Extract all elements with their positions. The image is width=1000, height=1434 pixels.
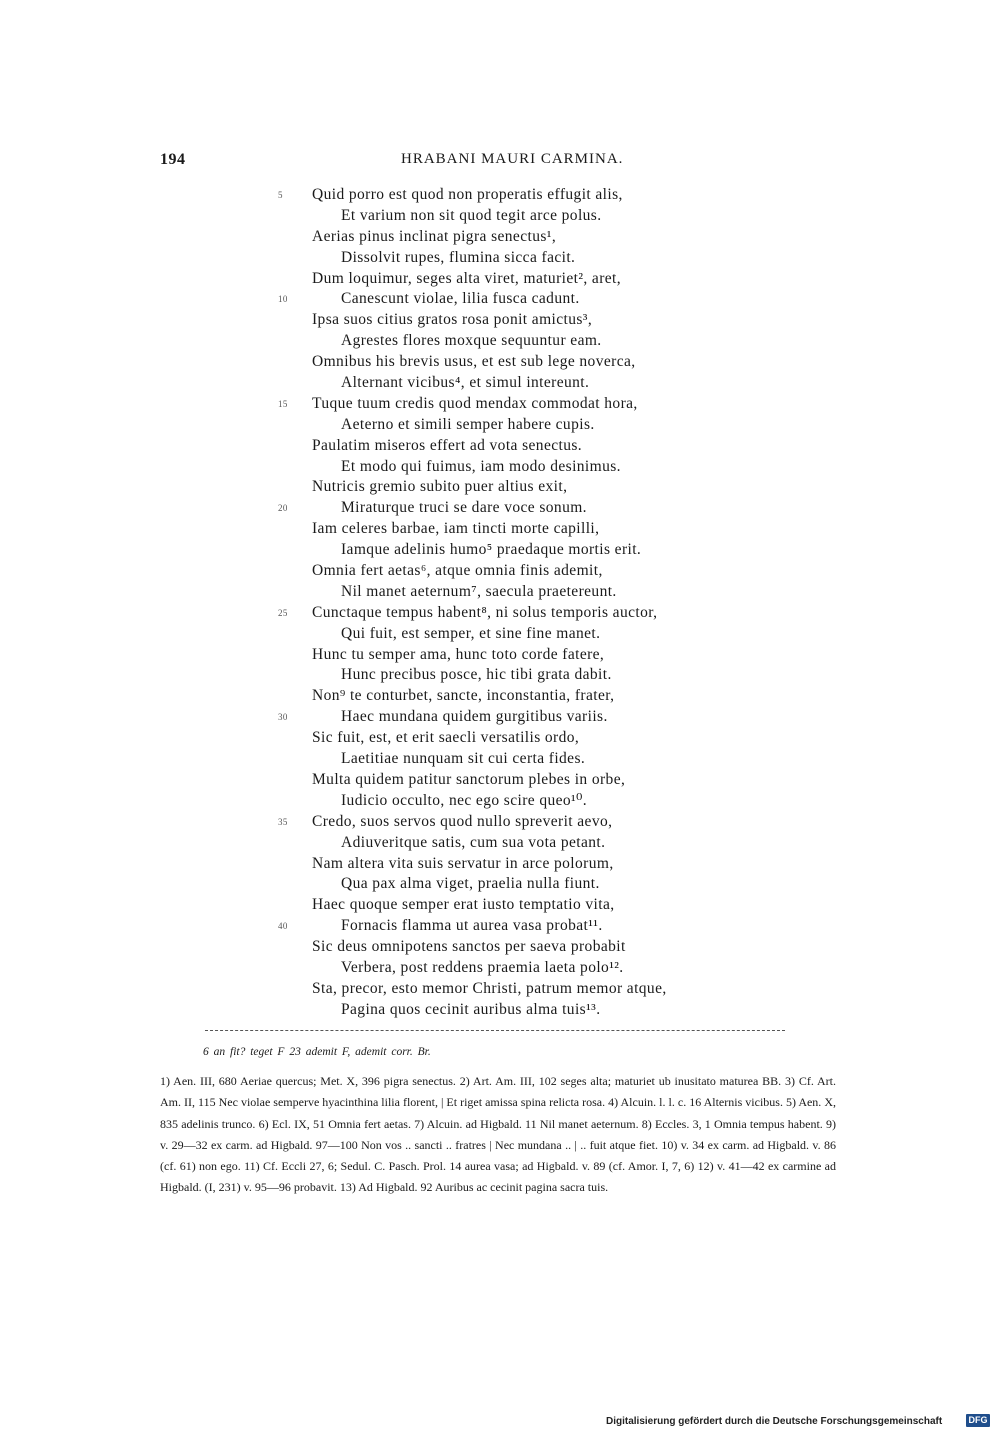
verse-line	[0, 937, 1000, 958]
verse-line	[0, 540, 1000, 561]
verse-text: Adiuveritque satis, cum sua vota petant.	[341, 833, 606, 851]
verse-line	[0, 686, 1000, 707]
verse-text: Pagina quos cecinit auribus alma tuis¹³.	[341, 1000, 601, 1018]
verse-line	[0, 645, 1000, 666]
verse-text: Nam altera vita suis servatur in arce polorum,	[312, 854, 614, 872]
verse-text: Miraturque truci se dare voce sonum.	[341, 499, 587, 517]
verse-text: Cunctaque tempus habent⁸, ni solus temporis auctor,	[312, 603, 658, 621]
verse-line	[0, 749, 1000, 770]
verse-line	[0, 895, 1000, 916]
verse-text: Et varium non sit quod tegit arce polus.	[341, 206, 602, 224]
verse-line	[0, 331, 1000, 352]
verse-line	[0, 519, 1000, 540]
verse-line	[0, 665, 1000, 686]
verse-line	[0, 352, 1000, 373]
verse-text: Sta, precor, esto memor Christi, patrum memor atque,	[312, 979, 667, 997]
verse-line	[0, 206, 1000, 227]
verse-line	[0, 916, 1000, 937]
verse-line	[0, 812, 1000, 833]
line-number: 40	[278, 921, 288, 932]
verse-line	[0, 603, 1000, 624]
verse-line	[0, 457, 1000, 478]
verse-line	[0, 310, 1000, 331]
verse-text: Agrestes flores moxque sequuntur eam.	[341, 332, 602, 350]
line-number: 30	[278, 712, 288, 723]
line-number: 15	[278, 398, 288, 409]
verse-text: Sic fuit, est, et erit saecli versatilis ordo,	[312, 729, 580, 747]
line-number: 35	[278, 816, 288, 827]
verse-text: Hunc precibus posce, hic tibi grata dabit.	[341, 666, 612, 684]
line-number: 20	[278, 503, 288, 514]
verse-line	[0, 415, 1000, 436]
verse-text: Omnibus his brevis usus, et est sub lege noverca,	[312, 353, 636, 371]
footnote-text: 1) Aen. III, 680 Aeriae quercus; Met. X, 396 pigra senectus. 2) Art. Am. III, 102 seges alta; maturiet ub inusitato maturea BB. 3) Cf. Art. Am. II, 115 Nec violae semperve hyacinthina lilia florent, | Et riget amissa spina relicta rosa. 4) Alcuin. l. l. c. 16 Alternis vicibus. 5) Aen. X, 835 adelinis trunco. 6) Ecl. IX, 51 Omnia fert aetas. 7) Alcuin. ad Higbald. 11 Nil manet aeternum. 8) Eccles. 3, 1 Omnia tempus habent. 9) v. 29—32 ex carm. ad Higbald. 97—100 Non vos .. sancti .. fratres | Nec mundana .. | .. fuit atque fiet. 10) v. 34 ex carm. ad Higbald. v. 86 (cf. 61) non ego. 11) Cf. Eccli 27, 6; Sedul. C. Pasch. Prol. 14 aurea vasa; ad Higbald. v. 89 (cf. Amor. I, 7, 6) 12) v. 41—42 ex carmine ad Higbald. (I, 231) v. 95—96 probavit. 13) Ad Higbald. 92 Auribus ac cecinit pagina sacra tuis.	[160, 1074, 836, 1195]
verse-text: Aerias pinus inclinat pigra senectus¹,	[312, 227, 557, 245]
verse-text: Laetitiae nunquam sit cui certa fides.	[341, 750, 586, 768]
verse-line	[0, 728, 1000, 749]
verse-text: Dissolvit rupes, flumina sicca facit.	[341, 248, 576, 266]
verse-text: Et modo qui fuimus, iam modo desinimus.	[341, 457, 621, 475]
verse-text: Sic deus omnipotens sanctos per saeva probabit	[312, 938, 626, 956]
verse-text: Qua pax alma viget, praelia nulla fiunt.	[341, 875, 600, 893]
critical-apparatus: 6 an fit? teget F 23 ademit F, ademit corr. Br.	[203, 1046, 431, 1058]
line-number: 5	[278, 190, 283, 200]
verse-line	[0, 561, 1000, 582]
verse-line	[0, 979, 1000, 1000]
verse-line	[0, 185, 1000, 206]
line-number: 10	[278, 294, 288, 305]
dfg-credit: Digitalisierung gefördert durch die Deutsche Forschungsgemeinschaft	[606, 1416, 943, 1427]
verse-text: Qui fuit, est semper, et sine fine manet.	[341, 624, 601, 642]
poem-text	[0, 185, 1000, 1021]
verse-text: Iamque adelinis humo⁵ praedaque mortis erit.	[341, 541, 642, 559]
verse-text: Non⁹ te conturbet, sancte, inconstantia, frater,	[312, 687, 615, 705]
verse-text: Nil manet aeternum⁷, saecula praetereunt.	[341, 582, 617, 600]
verse-text: Haec quoque semper erat iusto temptatio vita,	[312, 896, 615, 914]
verse-text: Paulatim miseros effert ad vota senectus.	[312, 436, 583, 454]
verse-line	[0, 394, 1000, 415]
verse-text: Dum loquimur, seges alta viret, maturiet², aret,	[312, 269, 622, 287]
verse-text: Canescunt violae, lilia fusca cadunt.	[341, 290, 580, 308]
verse-text: Quid porro est quod non properatis effugit alis,	[312, 186, 623, 203]
verse-text: Aeterno et simili semper habere cupis.	[341, 415, 595, 433]
verse-line	[0, 770, 1000, 791]
verse-line	[0, 498, 1000, 519]
verse-line	[0, 791, 1000, 812]
verse-text: Alternant vicibus⁴, et simul intereunt.	[341, 374, 590, 392]
footnotes	[160, 1071, 836, 1199]
verse-line	[0, 1000, 1000, 1021]
verse-text: Nutricis gremio subito puer altius exit,	[312, 478, 568, 496]
verse-line	[0, 477, 1000, 498]
line-number: 25	[278, 607, 288, 618]
verse-line	[0, 833, 1000, 854]
verse-text: Credo, suos servos quod nullo spreverit aevo,	[312, 812, 613, 830]
verse-line	[0, 373, 1000, 394]
verse-text: Haec mundana quidem gurgitibus variis.	[341, 708, 608, 726]
verse-text: Iam celeres barbae, iam tincti morte capilli,	[312, 520, 600, 538]
verse-text: Fornacis flamma ut aurea vasa probat¹¹.	[341, 917, 603, 935]
footnote-divider	[205, 1030, 785, 1031]
verse-line	[0, 582, 1000, 603]
verse-line	[0, 707, 1000, 728]
verse-line	[0, 248, 1000, 269]
verse-line	[0, 624, 1000, 645]
verse-text: Iudicio occulto, nec ego scire queo¹⁰.	[341, 791, 587, 809]
verse-line	[0, 289, 1000, 310]
verse-text: Multa quidem patitur sanctorum plebes in orbe,	[312, 770, 626, 788]
running-head: HRABANI MAURI CARMINA.	[401, 151, 624, 167]
dfg-logo: DFG	[966, 1414, 990, 1427]
verse-line	[0, 854, 1000, 875]
verse-text: Tuque tuum credis quod mendax commodat hora,	[312, 394, 638, 412]
verse-text: Ipsa suos citius gratos rosa ponit amictus³,	[312, 311, 593, 329]
page-number: 194	[160, 151, 186, 168]
verse-line	[0, 269, 1000, 290]
verse-text: Hunc tu semper ama, hunc toto corde fatere,	[312, 645, 605, 663]
verse-line	[0, 227, 1000, 248]
verse-text: Omnia fert aetas⁶, atque omnia finis ademit,	[312, 562, 603, 580]
verse-text: Verbera, post reddens praemia laeta polo¹².	[341, 958, 624, 976]
verse-line	[0, 874, 1000, 895]
verse-line	[0, 436, 1000, 457]
verse-line	[0, 958, 1000, 979]
